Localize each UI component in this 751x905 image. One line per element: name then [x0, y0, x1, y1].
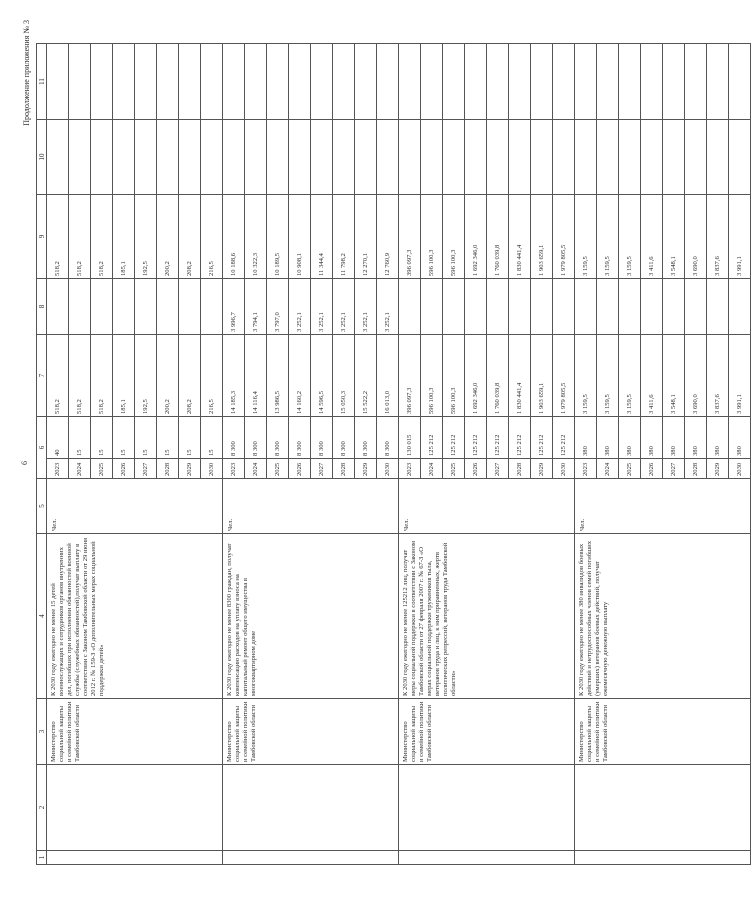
regional-budget-cell: 3 991,1	[729, 195, 751, 279]
total-amount-cell: 13 986,5	[267, 335, 289, 417]
regional-budget-cell: 596 100,3	[443, 195, 465, 279]
year-cell: 2025	[267, 459, 289, 479]
total-amount-cell: 518,2	[69, 335, 91, 417]
regional-budget-cell: 596 100,3	[421, 195, 443, 279]
col1-cell	[47, 851, 223, 865]
col10-cell	[47, 120, 69, 195]
total-amount-cell: 1 692 346,0	[465, 335, 487, 417]
federal-budget-cell	[157, 279, 179, 335]
total-amount-cell: 1 979 805,5	[553, 335, 575, 417]
col11-cell	[641, 44, 663, 120]
total-amount-cell: 14 185,3	[223, 335, 245, 417]
total-amount-cell: 3 837,6	[707, 335, 729, 417]
year-cell: 2026	[113, 459, 135, 479]
total-amount-cell: 14 596,5	[311, 335, 333, 417]
federal-budget-cell	[487, 279, 509, 335]
indicator-value-cell: 380	[575, 417, 597, 459]
data-table-container	[36, 44, 743, 865]
unit-cell: Чел.	[575, 479, 751, 534]
page-number: 6	[20, 461, 29, 465]
indicator-value-cell: 40	[47, 417, 69, 459]
total-amount-cell: 1 903 659,1	[531, 335, 553, 417]
year-cell: 2029	[355, 459, 377, 479]
col2-cell	[47, 765, 223, 851]
year-cell: 2028	[509, 459, 531, 479]
total-amount-cell: 15 050,3	[333, 335, 355, 417]
column-number-1: 1	[37, 851, 47, 865]
col10-cell	[377, 120, 399, 195]
total-amount-cell: 14 160,2	[289, 335, 311, 417]
col11-cell	[91, 44, 113, 120]
total-amount-cell: 3 159,5	[575, 335, 597, 417]
col11-cell	[47, 44, 69, 120]
col11-cell	[575, 44, 597, 120]
col11-cell	[289, 44, 311, 120]
col10-cell	[223, 120, 245, 195]
col11-cell	[377, 44, 399, 120]
year-cell: 2025	[619, 459, 641, 479]
regional-budget-cell: 3 159,5	[597, 195, 619, 279]
col11-cell	[267, 44, 289, 120]
col11-cell	[223, 44, 245, 120]
description-cell: К 2030 году ежегодно не менее 8300 граждан, получат компенсацию расходов на уплату взноса на капитальный ремонт общего имущества в многоквартирном доме	[223, 534, 399, 699]
federal-budget-cell	[421, 279, 443, 335]
indicator-value-cell: 8 300	[311, 417, 333, 459]
col10-cell	[91, 120, 113, 195]
regional-budget-cell: 208,2	[179, 195, 201, 279]
year-cell: 2023	[399, 459, 421, 479]
year-cell: 2029	[707, 459, 729, 479]
regional-budget-cell: 3 690,0	[685, 195, 707, 279]
col11-cell	[729, 44, 751, 120]
indicator-value-cell: 15	[157, 417, 179, 459]
total-amount-cell: 596 100,3	[443, 335, 465, 417]
col10-cell	[311, 120, 333, 195]
indicator-value-cell: 8 300	[289, 417, 311, 459]
column-number-4: 4	[37, 534, 47, 699]
indicator-value-cell: 130 015	[399, 417, 421, 459]
regional-budget-cell: 10 188,6	[223, 195, 245, 279]
federal-budget-cell: 3 252,1	[333, 279, 355, 335]
column-number-2: 2	[37, 765, 47, 851]
federal-budget-cell	[465, 279, 487, 335]
year-cell: 2024	[597, 459, 619, 479]
federal-budget-cell: 3 252,1	[355, 279, 377, 335]
column-number-11: 11	[37, 44, 47, 120]
total-amount-cell: 1 760 039,8	[487, 335, 509, 417]
total-amount-cell: 192,5	[135, 335, 157, 417]
col11-cell	[245, 44, 267, 120]
description-cell: К 2030 году ежегодно не менее 15 детей военнослужащих и сотрудников органов внутренних дел, погибших при исполнении обязанностей военной службы (служебных обязанностей),получат выплату в соответствии с Законом Тамбовской области от 29 июня 2012 г. № 159-З «О дополнительных мерах социальной поддержки детей»	[47, 534, 223, 699]
regional-budget-cell: 1 979 805,5	[553, 195, 575, 279]
total-amount-cell: 216,5	[201, 335, 223, 417]
total-amount-cell: 3 159,5	[619, 335, 641, 417]
federal-budget-cell	[707, 279, 729, 335]
year-cell: 2029	[531, 459, 553, 479]
federal-budget-cell	[135, 279, 157, 335]
federal-budget-cell	[69, 279, 91, 335]
col11-cell	[597, 44, 619, 120]
col11-cell	[421, 44, 443, 120]
year-cell: 2030	[201, 459, 223, 479]
col10-cell	[135, 120, 157, 195]
regional-budget-cell: 10 322,3	[245, 195, 267, 279]
regional-budget-cell: 192,5	[135, 195, 157, 279]
col11-cell	[69, 44, 91, 120]
column-number-9: 9	[37, 195, 47, 279]
federal-budget-cell	[663, 279, 685, 335]
col11-cell	[201, 44, 223, 120]
ministry-cell: Министерство социальной защиты и семейной политики Тамбовской области	[399, 699, 575, 765]
col11-cell	[531, 44, 553, 120]
federal-budget-cell: 3 252,1	[377, 279, 399, 335]
regional-budget-cell: 185,1	[113, 195, 135, 279]
federal-budget-cell	[201, 279, 223, 335]
indicator-value-cell: 15	[91, 417, 113, 459]
col11-cell	[465, 44, 487, 120]
year-cell: 2025	[443, 459, 465, 479]
ministry-cell: Министерство социальной защиты и семейной политики Тамбовской области	[47, 699, 223, 765]
total-amount-cell: 3 991,1	[729, 335, 751, 417]
regional-budget-cell: 11 344,4	[311, 195, 333, 279]
year-cell: 2024	[421, 459, 443, 479]
col11-cell	[443, 44, 465, 120]
column-number-5: 5	[37, 479, 47, 534]
total-amount-cell: 185,1	[113, 335, 135, 417]
table-row	[223, 44, 245, 865]
table-row	[575, 44, 597, 865]
federal-budget-cell	[729, 279, 751, 335]
year-cell: 2023	[223, 459, 245, 479]
federal-budget-cell	[179, 279, 201, 335]
indicator-value-cell: 125 212	[421, 417, 443, 459]
indicator-value-cell: 15	[135, 417, 157, 459]
regional-budget-cell: 1 903 659,1	[531, 195, 553, 279]
total-amount-cell: 396 097,3	[399, 335, 421, 417]
federal-budget-cell: 3 252,1	[289, 279, 311, 335]
ministry-cell: Министерство социальной защиты и семейной политики Тамбовской области	[575, 699, 751, 765]
total-amount-cell: 208,2	[179, 335, 201, 417]
column-number-8: 8	[37, 279, 47, 335]
indicator-value-cell: 380	[685, 417, 707, 459]
col10-cell	[443, 120, 465, 195]
col10-cell	[729, 120, 751, 195]
col10-cell	[685, 120, 707, 195]
federal-budget-cell	[443, 279, 465, 335]
total-amount-cell: 16 013,0	[377, 335, 399, 417]
federal-budget-cell	[553, 279, 575, 335]
regional-budget-cell: 200,2	[157, 195, 179, 279]
regional-budget-cell: 3 411,6	[641, 195, 663, 279]
col10-cell	[597, 120, 619, 195]
col11-cell	[333, 44, 355, 120]
indicator-value-cell: 380	[729, 417, 751, 459]
regional-budget-cell: 518,2	[91, 195, 113, 279]
year-cell: 2028	[333, 459, 355, 479]
federal-budget-cell	[597, 279, 619, 335]
column-number-6: 6	[37, 417, 47, 479]
col10-cell	[465, 120, 487, 195]
data-table	[36, 43, 751, 865]
unit-cell: Чел.	[47, 479, 223, 534]
indicator-value-cell: 8 300	[333, 417, 355, 459]
col10-cell	[333, 120, 355, 195]
col11-cell	[355, 44, 377, 120]
indicator-value-cell: 15	[113, 417, 135, 459]
year-cell: 2027	[487, 459, 509, 479]
federal-budget-cell	[509, 279, 531, 335]
total-amount-cell: 518,2	[91, 335, 113, 417]
col2-cell	[399, 765, 575, 851]
col10-cell	[619, 120, 641, 195]
unit-cell: Чел.	[223, 479, 399, 534]
col10-cell	[531, 120, 553, 195]
ministry-cell: Министерство социальной защиты и семейной политики Тамбовской области	[223, 699, 399, 765]
federal-budget-cell	[47, 279, 69, 335]
col11-cell	[135, 44, 157, 120]
regional-budget-cell: 11 798,2	[333, 195, 355, 279]
col10-cell	[487, 120, 509, 195]
indicator-value-cell: 125 212	[509, 417, 531, 459]
indicator-value-cell: 380	[597, 417, 619, 459]
regional-budget-cell: 1 830 441,4	[509, 195, 531, 279]
col10-cell	[355, 120, 377, 195]
regional-budget-cell: 1 692 346,0	[465, 195, 487, 279]
total-amount-cell: 3 411,6	[641, 335, 663, 417]
federal-budget-cell: 3 252,1	[311, 279, 333, 335]
col10-cell	[69, 120, 91, 195]
indicator-value-cell: 380	[663, 417, 685, 459]
year-cell: 2027	[311, 459, 333, 479]
regional-budget-cell: 3 159,5	[575, 195, 597, 279]
col1-cell	[223, 851, 399, 865]
indicator-value-cell: 125 212	[465, 417, 487, 459]
indicator-value-cell: 125 212	[487, 417, 509, 459]
federal-budget-cell	[575, 279, 597, 335]
year-cell: 2025	[91, 459, 113, 479]
indicator-value-cell: 125 212	[531, 417, 553, 459]
year-cell: 2026	[289, 459, 311, 479]
total-amount-cell: 1 830 441,4	[509, 335, 531, 417]
indicator-value-cell: 125 212	[443, 417, 465, 459]
column-number-10: 10	[37, 120, 47, 195]
col11-cell	[399, 44, 421, 120]
col10-cell	[663, 120, 685, 195]
col10-cell	[707, 120, 729, 195]
indicator-value-cell: 8 300	[223, 417, 245, 459]
col10-cell	[267, 120, 289, 195]
column-number-7: 7	[37, 335, 47, 417]
col10-cell	[179, 120, 201, 195]
col10-cell	[245, 120, 267, 195]
indicator-value-cell: 380	[641, 417, 663, 459]
col10-cell	[113, 120, 135, 195]
col2-cell	[575, 765, 751, 851]
regional-budget-cell: 216,5	[201, 195, 223, 279]
total-amount-cell: 3 548,1	[663, 335, 685, 417]
year-cell: 2030	[729, 459, 751, 479]
year-cell: 2026	[465, 459, 487, 479]
regional-budget-cell: 518,2	[69, 195, 91, 279]
regional-budget-cell: 12 760,9	[377, 195, 399, 279]
col11-cell	[707, 44, 729, 120]
federal-budget-cell	[113, 279, 135, 335]
col1-cell	[575, 851, 751, 865]
table-row	[399, 44, 421, 865]
regional-budget-cell: 12 270,1	[355, 195, 377, 279]
col11-cell	[113, 44, 135, 120]
col10-cell	[421, 120, 443, 195]
indicator-value-cell: 8 300	[267, 417, 289, 459]
regional-budget-cell: 518,2	[47, 195, 69, 279]
federal-budget-cell: 3 797,0	[267, 279, 289, 335]
federal-budget-cell	[641, 279, 663, 335]
col11-cell	[487, 44, 509, 120]
col10-cell	[157, 120, 179, 195]
indicator-value-cell: 8 300	[245, 417, 267, 459]
year-cell: 2027	[135, 459, 157, 479]
year-cell: 2024	[69, 459, 91, 479]
total-amount-cell: 3 690,0	[685, 335, 707, 417]
federal-budget-cell	[91, 279, 113, 335]
col10-cell	[641, 120, 663, 195]
col11-cell	[685, 44, 707, 120]
regional-budget-cell: 396 097,3	[399, 195, 421, 279]
year-cell: 2026	[641, 459, 663, 479]
col10-cell	[575, 120, 597, 195]
indicator-value-cell: 380	[619, 417, 641, 459]
federal-budget-cell: 3 996,7	[223, 279, 245, 335]
year-cell: 2027	[663, 459, 685, 479]
col2-cell	[223, 765, 399, 851]
total-amount-cell: 200,2	[157, 335, 179, 417]
year-cell: 2028	[685, 459, 707, 479]
total-amount-cell: 3 159,5	[597, 335, 619, 417]
regional-budget-cell: 3 837,6	[707, 195, 729, 279]
year-cell: 2028	[157, 459, 179, 479]
indicator-value-cell: 8 300	[355, 417, 377, 459]
year-cell: 2023	[575, 459, 597, 479]
regional-budget-cell: 3 548,1	[663, 195, 685, 279]
col1-cell	[399, 851, 575, 865]
col10-cell	[553, 120, 575, 195]
total-amount-cell: 14 116,4	[245, 335, 267, 417]
col10-cell	[509, 120, 531, 195]
column-number-row	[37, 44, 47, 865]
year-cell: 2030	[377, 459, 399, 479]
unit-cell: Чел.	[399, 479, 575, 534]
indicator-value-cell: 15	[179, 417, 201, 459]
table-body	[37, 44, 751, 865]
description-cell: К 2030 году ежегодно не менее 380 инвалидов боевых действий и нетрудоспособных членов семей погибших (умерших) ветеранов боевых действий, получат ежемесячную денежную выплату	[575, 534, 751, 699]
federal-budget-cell	[619, 279, 641, 335]
regional-budget-cell: 10 908,1	[289, 195, 311, 279]
table-row	[47, 44, 69, 865]
year-cell: 2029	[179, 459, 201, 479]
total-amount-cell: 596 100,3	[421, 335, 443, 417]
col11-cell	[663, 44, 685, 120]
year-cell: 2024	[245, 459, 267, 479]
indicator-value-cell: 380	[707, 417, 729, 459]
total-amount-cell: 518,2	[47, 335, 69, 417]
col10-cell	[289, 120, 311, 195]
indicator-value-cell: 8 300	[377, 417, 399, 459]
col11-cell	[311, 44, 333, 120]
col11-cell	[509, 44, 531, 120]
col11-cell	[619, 44, 641, 120]
federal-budget-cell: 3 794,1	[245, 279, 267, 335]
col10-cell	[399, 120, 421, 195]
federal-budget-cell	[685, 279, 707, 335]
appendix-note: Продолжение приложения № 3	[22, 20, 31, 126]
column-number-3: 3	[37, 699, 47, 765]
col11-cell	[157, 44, 179, 120]
indicator-value-cell: 125 212	[553, 417, 575, 459]
col11-cell	[179, 44, 201, 120]
total-amount-cell: 15 522,2	[355, 335, 377, 417]
description-cell: К 2030 году ежегодно не менее 125212 лиц, получат меры социальной поддержки в соответствии с Законом Тамбовской области от 27 февраля 2007 г. № 67-З «О мерах социальной поддержки тружеников тыла, ветеранов труда и лиц, к ним приравненных, жертв политических репрессий, ветеранов труда Тамбовской области»	[399, 534, 575, 699]
regional-budget-cell: 1 760 039,8	[487, 195, 509, 279]
year-cell: 2023	[47, 459, 69, 479]
federal-budget-cell	[399, 279, 421, 335]
regional-budget-cell: 3 159,5	[619, 195, 641, 279]
year-cell: 2030	[553, 459, 575, 479]
regional-budget-cell: 10 189,5	[267, 195, 289, 279]
col11-cell	[553, 44, 575, 120]
indicator-value-cell: 15	[69, 417, 91, 459]
federal-budget-cell	[531, 279, 553, 335]
col10-cell	[201, 120, 223, 195]
indicator-value-cell: 15	[201, 417, 223, 459]
